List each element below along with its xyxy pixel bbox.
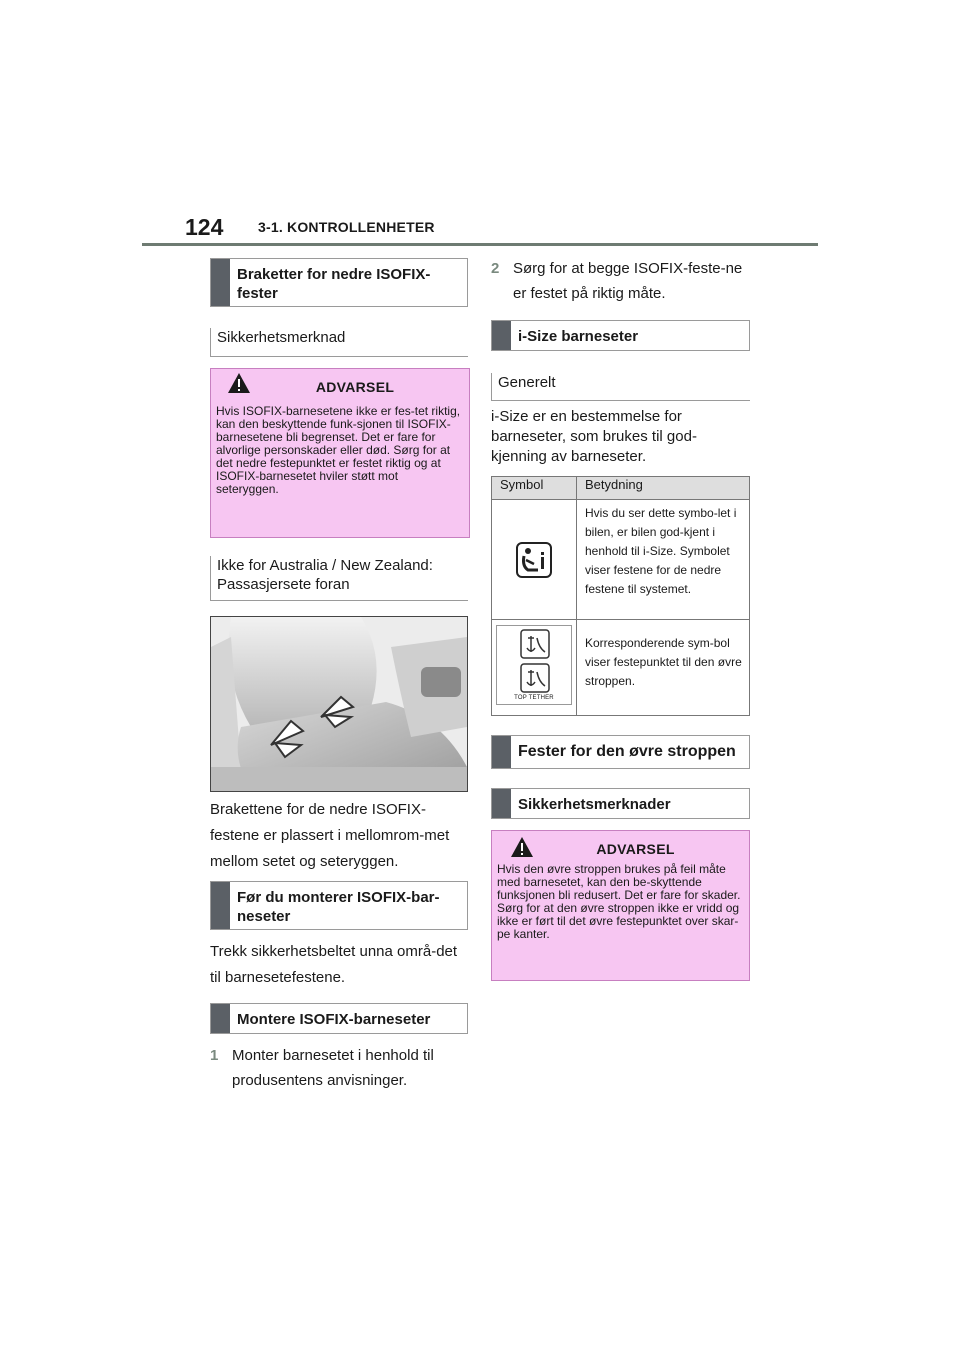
step-1	[210, 1043, 468, 1093]
chapter-title: 3-1. KONTROLLENHETER	[258, 219, 435, 235]
isize-child-seat-icon	[516, 542, 552, 578]
table-cell-meaning: Hvis du ser dette symbo-let i bilen, er bilen god-kjent i henhold til i-Size. Symbolet viser festene for de nedre festene til systemet.	[577, 500, 750, 620]
warning-body: Hvis den øvre stroppen brukes på feil måte med barnesetet, kan den be-skyttende funksjonen bli redusert. Det er fare for skader. Sørg for at den øvre stroppen ikke er vridd og ikke er ført til det øvre festepunktet over skar-pe kanter.	[497, 862, 741, 941]
table-header-meaning: Betydning	[577, 477, 750, 500]
top-tether-icon	[496, 625, 572, 705]
photo-caption: Brakettene for de nedre ISOFIX-festene er plassert i mellomrom-met mellom setet og seteryggen.	[210, 801, 450, 870]
table-row	[492, 500, 750, 620]
isize-intro: i-Size er en bestemmelse for barneseter, som brukes til god-kjenning av barneseter.	[491, 408, 697, 465]
warning-title: ADVARSEL	[315, 379, 395, 395]
step-number: 1	[210, 1047, 219, 1064]
section-box-safety-notes	[491, 788, 750, 819]
table-row	[492, 620, 750, 716]
section-box-brackets	[210, 258, 468, 307]
section-box-isize	[491, 320, 750, 351]
table-header-symbol: Symbol	[492, 477, 577, 500]
subheading-not-for: Ikke for Australia / New Zealand: Passasjersete foran	[210, 556, 468, 601]
isofix-bracket-photo	[210, 616, 468, 792]
section-title: Fester for den øvre stroppen	[518, 743, 736, 760]
symbol-table	[491, 476, 750, 716]
warning-title: ADVARSEL	[596, 841, 675, 857]
section-title: Montere ISOFIX-barneseter	[237, 1011, 431, 1028]
seat-illustration	[211, 617, 467, 791]
step-text: Sørg for at begge ISOFIX-feste-ne er festet på riktig måte.	[513, 260, 743, 302]
subheading-general: Generelt	[491, 373, 750, 401]
step-number: 2	[491, 260, 500, 277]
section-title: Braketter for nedre ISOFIX-fester	[237, 266, 431, 302]
subheading-safety-note: Sikkerhetsmerknad	[210, 328, 468, 357]
page-number: 124	[185, 214, 224, 240]
belt-instruction: Trekk sikkerhetsbeltet unna områ-det til barnesetefestene.	[210, 943, 458, 986]
section-box-before-mounting	[210, 881, 468, 930]
table-cell-meaning: Korresponderende sym-bol viser festepunktet til den øvre stroppen.	[577, 620, 750, 716]
section-title: Før du monterer ISOFIX-bar-neseter	[237, 889, 440, 925]
warning-box-1	[210, 368, 470, 538]
warning-body: Hvis ISOFIX-barnesetene ikke er fes-tet riktig, kan den beskyttende funk-sjonen til ISOFIX-barnesetene bli begrenset. Det er fare for alvorlige personskader eller død. Sørg for at det nedre festepunktet er festet riktig og at ISOFIX-barnesetet hviler støtt mot seteryggen.	[216, 404, 461, 496]
section-title: i-Size barneseter	[518, 328, 639, 345]
warning-box-2	[491, 830, 750, 981]
top-tether-label: TOP TETHER	[514, 695, 554, 701]
section-box-upper-strap	[491, 735, 750, 769]
section-title: Sikkerhetsmerknader	[518, 796, 671, 813]
step-2	[491, 256, 750, 306]
section-box-mount	[210, 1003, 468, 1034]
step-text: Monter barnesetet i henhold til produsentens anvisninger.	[232, 1047, 434, 1089]
header-rule	[142, 243, 818, 246]
